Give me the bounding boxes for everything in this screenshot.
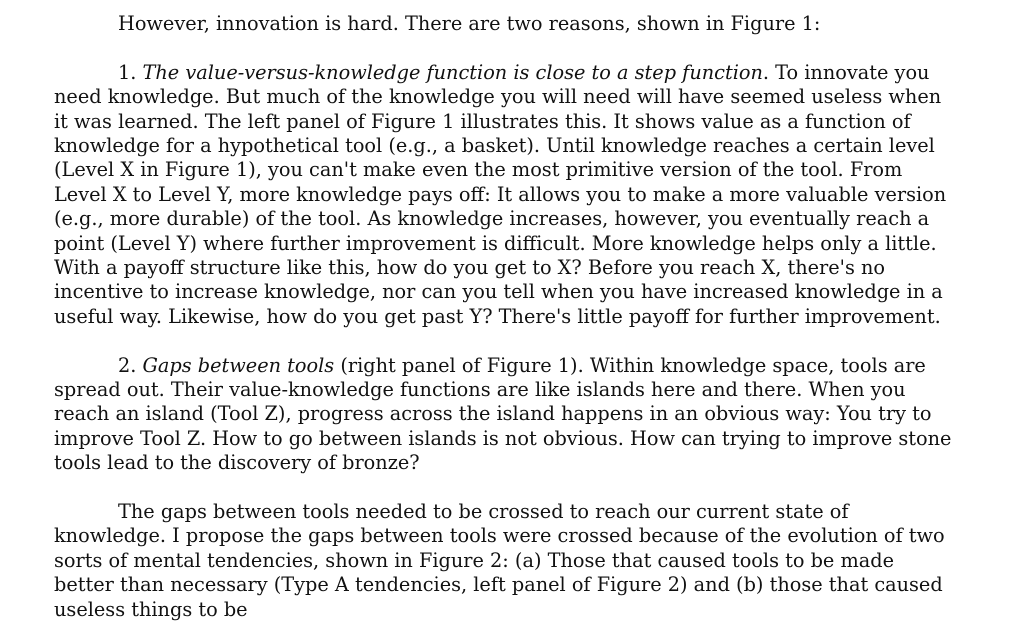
paragraph-italic-heading: Gaps between tools <box>142 353 335 377</box>
paragraph-text: However, innovation is hard. There are two reasons, shown in Figure 1: <box>118 12 821 35</box>
paragraph-reason-1 <box>54 61 959 329</box>
paragraph-reason-2 <box>54 354 959 476</box>
paragraph-text: (right panel of Figure 1). Within knowledge space, tools are spread out. Their value-knowledge functions are like islands here and there. When you reach an island (Tool Z), progress across the island happens in an obvious way: You try to improve Tool Z. How to go between islands is not obvious. How can trying to improve stone tools lead to the discovery of bronze? <box>54 353 952 475</box>
paragraph-text: The gaps between tools needed to be crossed to reach our current state of knowledge. I propose the gaps between tools were crossed because of the evolution of two sorts of mental tendencies, shown in Figure 2: (a) Those that caused tools to be made better than necessary (Type A tendencies, left panel of Figure 2) and (b) those that caused useless things to be <box>54 500 945 621</box>
paragraph-intro <box>54 12 959 36</box>
paragraph-number: 1. <box>118 60 143 84</box>
document-body <box>54 12 959 622</box>
paragraph-proposal <box>54 500 959 622</box>
paragraph-text: . To innovate you need knowledge. But much of the knowledge you will need will have seemed useless when it was learned. The left panel of Figure 1 illustrates this. It shows value as a function of knowledge for a hypothetical tool (e.g., a basket). Until knowledge reaches a certain level (Level X in Figure 1), you can't make even the most primitive version of the tool. From Level X to Level Y, more knowledge pays off: It allows you to make a more valuable version (e.g., more durable) of the tool. As knowledge increases, however, you eventually reach a point (Level Y) where further improvement is difficult. More knowledge helps only a little. With a payoff structure like this, how do you get to X? Before you reach X, there's no incentive to increase knowledge, nor can you tell when you have increased knowledge in a useful way. Likewise, how do you get past Y? There's little payoff for further improvement. <box>54 60 947 328</box>
paragraph-number: 2. <box>118 353 143 377</box>
paragraph-italic-heading: The value-versus-knowledge function is close to a step function <box>142 60 763 84</box>
